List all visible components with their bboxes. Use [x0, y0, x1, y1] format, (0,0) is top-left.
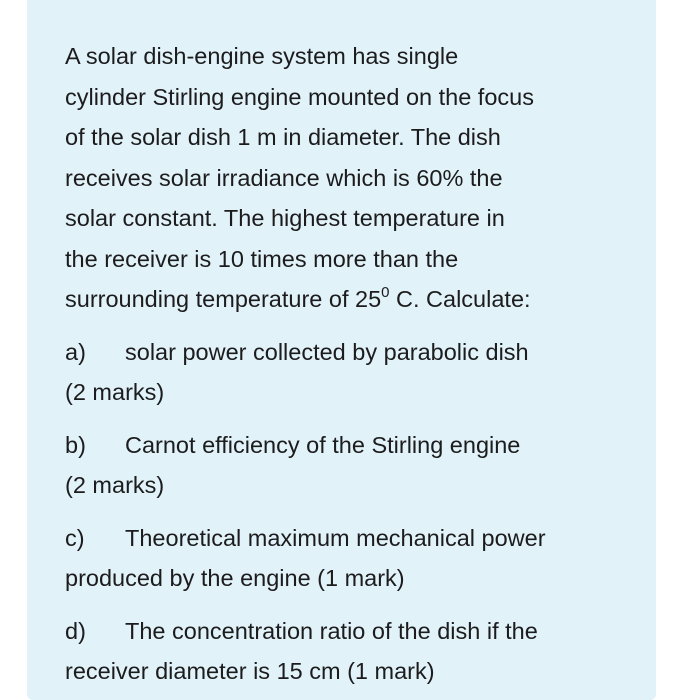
question-continuation: (2 marks)	[65, 472, 165, 498]
question-letter: a)	[65, 338, 86, 365]
question-continuation: (2 marks)	[65, 379, 165, 405]
intro-line: cylinder Stirling engine mounted on the focus	[65, 83, 534, 110]
question-continuation: receiver diameter is 15 cm (1 mark)	[65, 658, 435, 684]
question-b	[65, 425, 635, 506]
question-text: The concentration ratio of the dish if the	[125, 617, 538, 644]
degree-superscript: 0	[381, 284, 390, 302]
problem-intro	[65, 36, 635, 320]
question-letter: c)	[65, 524, 85, 551]
intro-line: solar constant. The highest temperature in	[65, 205, 505, 231]
intro-line: receives solar irradiance which is 60% the	[65, 164, 503, 191]
question-continuation: produced by the engine (1 mark)	[65, 565, 405, 591]
intro-last-line-end: C. Calculate:	[389, 286, 531, 312]
intro-line: the receiver is 10 times more than the	[65, 245, 459, 272]
question-text: Theoretical maximum mechanical power	[125, 524, 546, 551]
question-letter: b)	[65, 431, 86, 458]
intro-last-line-start: surrounding temperature of 25	[65, 286, 382, 312]
question-text: solar power collected by parabolic dish	[125, 338, 529, 365]
question-c	[65, 518, 635, 599]
question-d	[65, 611, 635, 692]
intro-last-line	[65, 279, 635, 320]
question-text: Carnot efficiency of the Stirling engine	[125, 431, 521, 458]
problem-text	[65, 36, 635, 692]
intro-line: A solar dish-engine system has single	[65, 43, 459, 69]
intro-line: of the solar dish 1 m in diameter. The dish	[65, 124, 501, 150]
question-letter: d)	[65, 617, 86, 644]
question-a	[65, 332, 635, 413]
